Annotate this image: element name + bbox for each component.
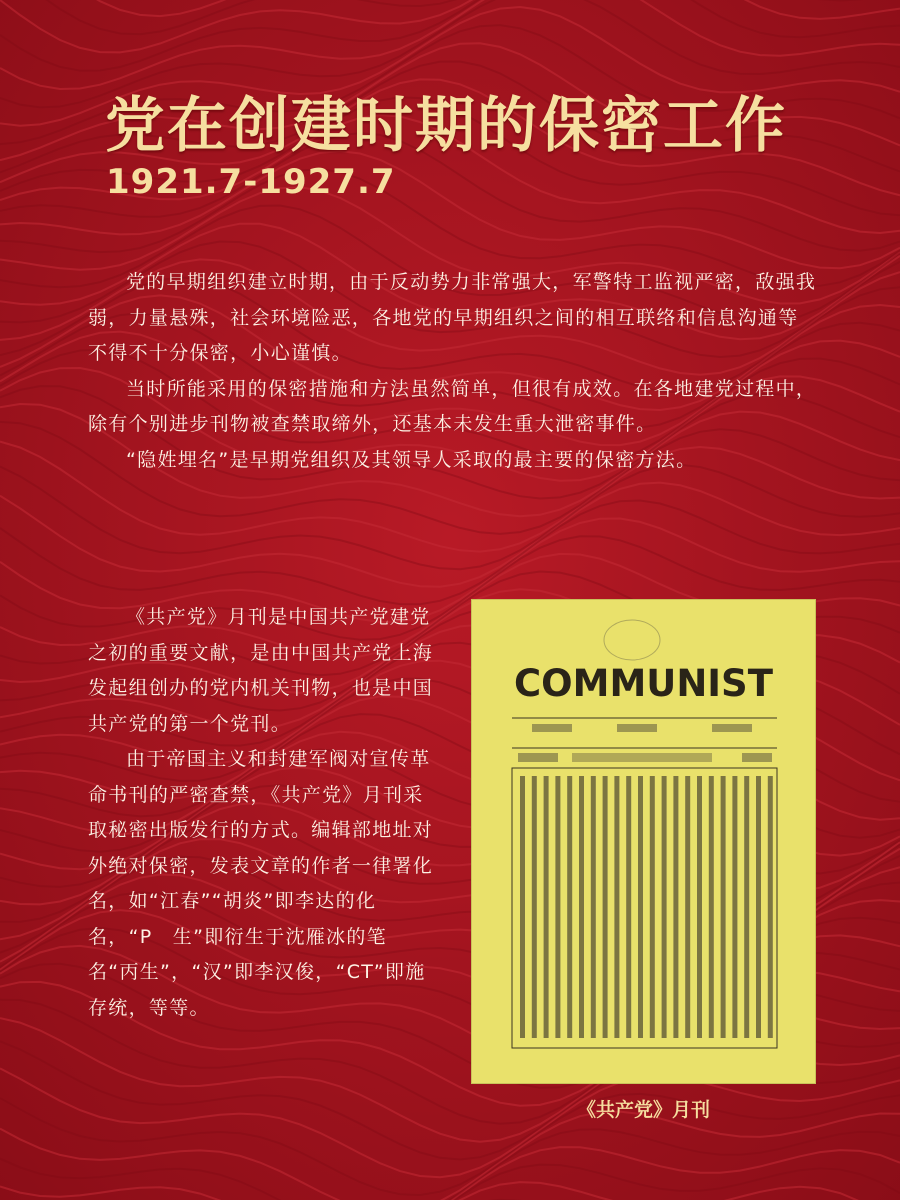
magazine-text-column [532,776,537,1038]
magazine-text-column [626,776,631,1038]
intro-section [88,265,818,478]
magazine-text-column [544,776,549,1038]
magazine-text-column [603,776,608,1038]
magazine-text-column [732,776,737,1038]
intro-paragraph: 党的早期组织建立时期，由于反动势力非常强大，军警特工监视严密，敌强我弱，力量悬殊，社会环境险恶，各地党的早期组织之间的相互联络和信息沟通等不得不十分保密，小心谨慎。 [88,271,817,364]
magazine-text-column [744,776,749,1038]
magazine-text-column [768,776,773,1038]
magazine-text-column [673,776,678,1038]
magazine-text-column [555,776,560,1038]
intro-paragraph: “隐姓埋名”是早期党组织及其领导人采取的最主要的保密方法。 [126,448,697,471]
page-title: 党在创建时期的保密工作 [105,91,787,161]
magazine-text-column [709,776,714,1038]
magazine-text-column [756,776,761,1038]
magazine-text-column [579,776,584,1038]
magazine-cover-photo [472,600,815,1083]
photo-caption: 《共产党》月刊 [576,1099,710,1121]
magazine-text-column [685,776,690,1038]
magazine-text-column [697,776,702,1038]
magazine-text-column [591,776,596,1038]
magazine-title: COMMUNIST [514,662,773,705]
magazine-text-column [567,776,572,1038]
magazine-text-column [721,776,726,1038]
magazine-text-column [650,776,655,1038]
article-section [88,600,438,1026]
article-paragraph: 《共产党》月刊是中国共产党建党之初的重要文献，是由中国共产党上海发起组创办的党内机关刊物，也是中国共产党的第一个党刊。 [88,606,434,735]
magazine-text-column [520,776,525,1038]
intro-paragraph: 当时所能采用的保密措施和方法虽然简单，但很有成效。在各地建党过程中，除有个别进步刊物被查禁取缔外，还基本未发生重大泄密事件。 [88,377,817,435]
date-range-subtitle: 1921.7-1927.7 [106,162,396,202]
article-paragraph: 由于帝国主义和封建军阀对宣传革命书刊的严密查禁，《共产党》月刊采取秘密出版发行的方式。编辑部地址对外绝对保密，发表文章的作者一律署化名，如“江春”“胡炎”即李达的化名，“P 生”即衍生于沈雁冰的笔名“丙生”，“汉”即李汉俊，“CT”即施存统，等等。 [88,748,434,1019]
magazine-text-column [614,776,619,1038]
magazine-text-column [638,776,643,1038]
magazine-text-column [662,776,667,1038]
